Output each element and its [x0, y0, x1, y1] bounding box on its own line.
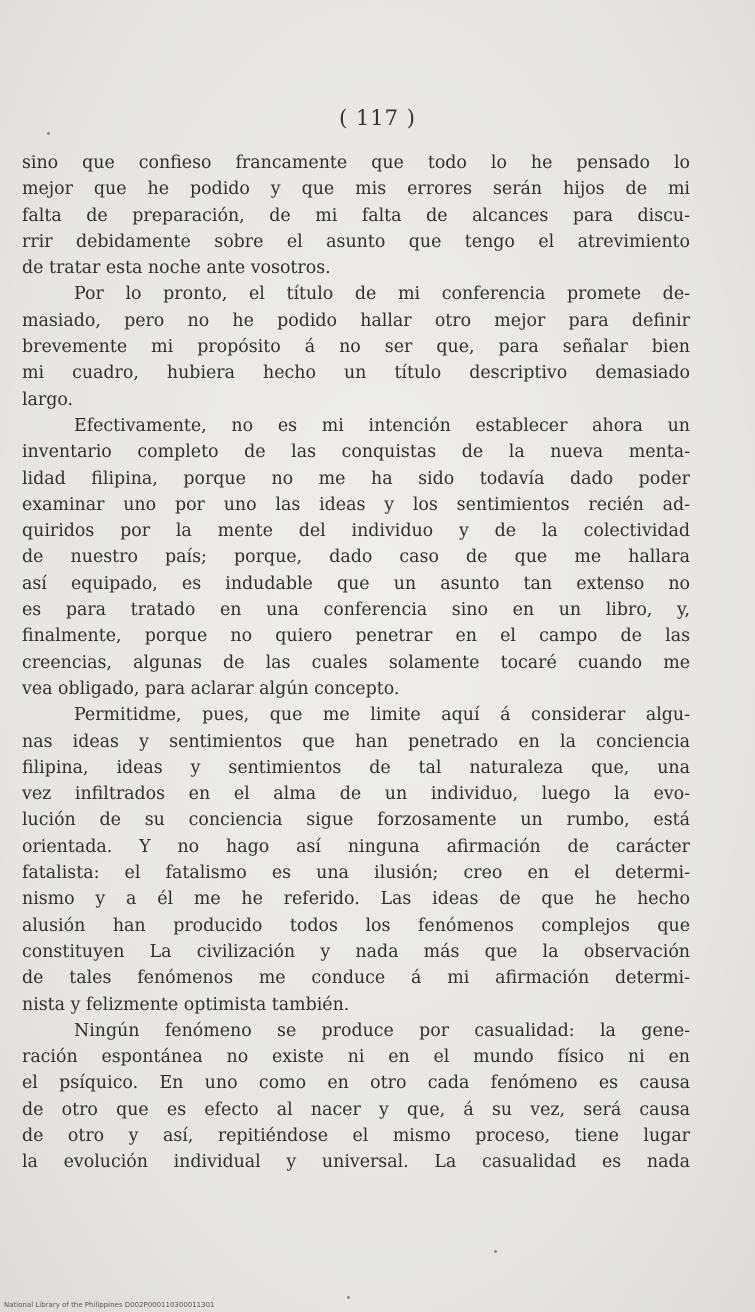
- text-line: falta de preparación, de mi falta de alcances para discu-: [22, 205, 690, 226]
- text-line: quiridos por la mente del individuo y de la colectividad: [22, 521, 690, 542]
- text-line: constituyen La civilización y nada más que la observación: [22, 941, 690, 962]
- text-line: nista y felizmente optimista también.: [22, 994, 350, 1015]
- text-line: es para tratado en una conferencia sino en un libro, y,: [22, 600, 690, 621]
- text-line: filipina, ideas y sentimientos de tal naturaleza que, una: [22, 757, 690, 778]
- text-line: así equipado, es indudable que un asunto tan extenso no: [22, 573, 690, 594]
- text-line: de otro y así, repitiéndose el mismo proceso, tiene lugar: [22, 1125, 690, 1146]
- library-footer: National Library of the Philippines D002P000110300011301: [4, 1301, 215, 1309]
- text-line: fatalista: el fatalismo es una ilusión; creo en el determi-: [22, 863, 690, 884]
- text-line: Efectivamente, no es mi intención establecer ahora un: [74, 415, 690, 436]
- text-line: mejor que he podido y que mis errores serán hijos de mi: [22, 179, 690, 200]
- text-line: alusión han producido todos los fenómenos complejos que: [22, 915, 690, 936]
- text-line: nas ideas y sentimientos que han penetrado en la conciencia: [22, 731, 690, 752]
- text-line: rrir debidamente sobre el asunto que tengo el atrevimiento: [22, 231, 690, 252]
- text-line: de tales fenómenos me conduce á mi afirmación determi-: [22, 968, 690, 989]
- text-line: de tratar esta noche ante vosotros.: [22, 258, 331, 279]
- text-line: lidad filipina, porque no me ha sido todavía dado poder: [22, 468, 690, 489]
- text-line: el psíquico. En uno como en otro cada fenómeno es causa: [22, 1073, 690, 1094]
- text-line: sino que confieso francamente que todo lo he pensado lo: [22, 153, 690, 173]
- text-line: la evolución individual y universal. La casualidad es nada: [22, 1152, 690, 1173]
- text-line: vez infiltrados en el alma de un individuo, luego la evo-: [22, 784, 690, 805]
- text-line: brevemente mi propósito á no ser que, para señalar bien: [22, 337, 690, 358]
- text-line: creencias, algunas de las cuales solamente tocaré cuando me: [22, 652, 690, 673]
- text-line: Permitidme, pues, que me limite aquí á considerar algu-: [74, 705, 690, 726]
- scan-speck: [494, 1250, 497, 1253]
- text-line: masiado, pero no he podido hallar otro mejor para definir: [22, 310, 690, 331]
- scan-speck: [347, 1296, 350, 1299]
- text-line: de nuestro país; porque, dado caso de que me hallara: [22, 547, 690, 568]
- text-line: nismo y a él me he referido. Las ideas de que he hecho: [22, 889, 690, 910]
- text-line: largo.: [22, 389, 74, 410]
- page-number: ( 117 ): [339, 106, 416, 130]
- scan-speck: [47, 132, 50, 135]
- text-line: Por lo pronto, el título de mi conferencia promete de-: [74, 284, 690, 305]
- text-line: examinar uno por uno las ideas y los sentimientos recién ad-: [22, 494, 690, 515]
- text-line: lución de su conciencia sigue forzosamente un rumbo, está: [22, 810, 690, 831]
- text-line: de otro que es efecto al nacer y que, á su vez, será causa: [22, 1099, 690, 1120]
- text-line: ración espontánea no existe ni en el mundo físico ni en: [22, 1047, 690, 1068]
- text-line: mi cuadro, hubiera hecho un título descriptivo demasiado: [22, 363, 690, 384]
- body-text: [22, 150, 690, 1176]
- text-line: vea obligado, para aclarar algún concepto.: [22, 678, 400, 699]
- text-line: inventario completo de las conquistas de la nueva menta-: [22, 442, 690, 463]
- text-line: orientada. Y no hago así ninguna afirmación de carácter: [22, 836, 690, 857]
- text-line: Ningún fenómeno se produce por casualidad: la gene-: [74, 1020, 690, 1041]
- text-line: finalmente, porque no quiero penetrar en el campo de las: [22, 626, 690, 647]
